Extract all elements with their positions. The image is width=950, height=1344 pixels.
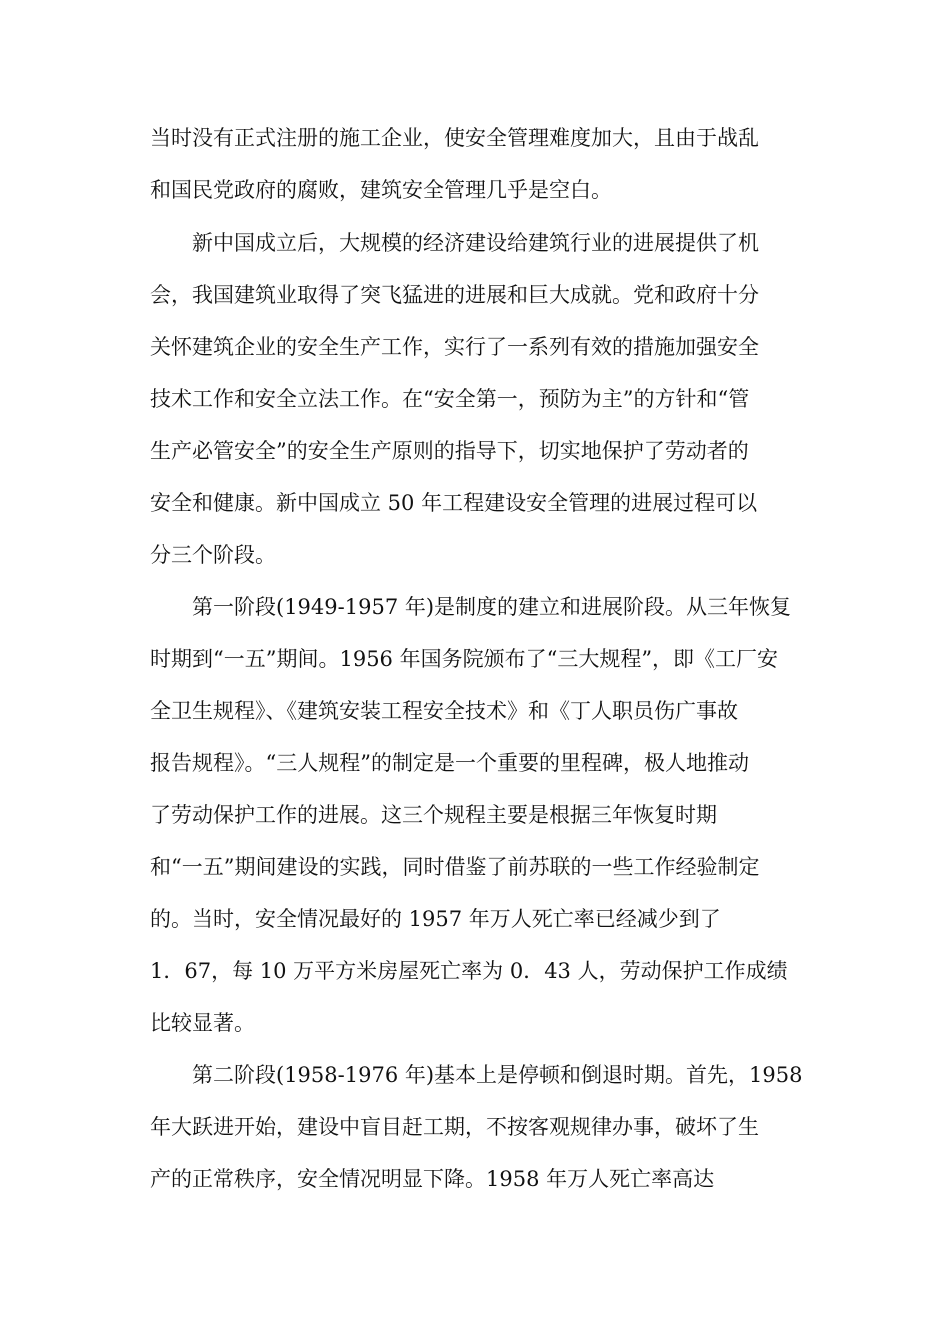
text-line: 1．67，每 10 万平方米房屋死亡率为 0．43 人，劳动保护工作成绩 bbox=[150, 959, 788, 983]
paragraph-first-line: 第一阶段(1949-1957 年)是制度的建立和进展阶段。从三年恢复 bbox=[192, 595, 792, 619]
text-line: 时期到“一五”期间。1956 年国务院颁布了“三大规程”，即《工厂安 bbox=[150, 647, 779, 671]
text-line: 了劳动保护工作的进展。这三个规程主要是根据三年恢复时期 bbox=[150, 803, 717, 827]
text-line: 年大跃进开始，建设中盲目赶工期，不按客观规律办事，破坏了生 bbox=[150, 1115, 759, 1139]
paragraph-first-line: 第二阶段(1958-1976 年)基本上是停顿和倒退时期。首先，1958 bbox=[192, 1063, 803, 1087]
text-line: 关怀建筑企业的安全生产工作，实行了一系列有效的措施加强安全 bbox=[150, 335, 759, 359]
text-line: 生产必管安全”的安全生产原则的指导下，切实地保护了劳动者的 bbox=[150, 439, 749, 463]
text-line: 产的正常秩序，安全情况明显下降。1958 年万人死亡率高达 bbox=[150, 1167, 715, 1191]
text-line: 技术工作和安全立法工作。在“安全第一，预防为主”的方针和“管 bbox=[150, 387, 750, 411]
text-line: 比较显著。 bbox=[150, 1011, 255, 1035]
text-line: 全卫生规程》、《建筑安装工程安全技术》和《丁人职员伤广事故 bbox=[150, 699, 738, 723]
paragraph-first-line: 新中国成立后，大规模的经济建设给建筑行业的进展提供了机 bbox=[192, 231, 759, 255]
text-line: 的。当时，安全情况最好的 1957 年万人死亡率已经减少到了 bbox=[150, 907, 721, 931]
text-line: 和国民党政府的腐败，建筑安全管理几乎是空白。 bbox=[150, 178, 612, 202]
text-line: 报告规程》。“三人规程”的制定是一个重要的里程碑，极人地推动 bbox=[150, 751, 749, 775]
text-line: 安全和健康。新中国成立 50 年工程建设安全管理的进展过程可以 bbox=[150, 491, 758, 515]
text-line: 会，我国建筑业取得了突飞猛进的进展和巨大成就。党和政府十分 bbox=[150, 283, 759, 307]
text-line: 当时没有正式注册的施工企业，使安全管理难度加大，且由于战乱 bbox=[150, 126, 759, 150]
text-line: 和“一五”期间建设的实践，同时借鉴了前苏联的一些工作经验制定 bbox=[150, 855, 760, 879]
text-line: 分三个阶段。 bbox=[150, 543, 276, 567]
